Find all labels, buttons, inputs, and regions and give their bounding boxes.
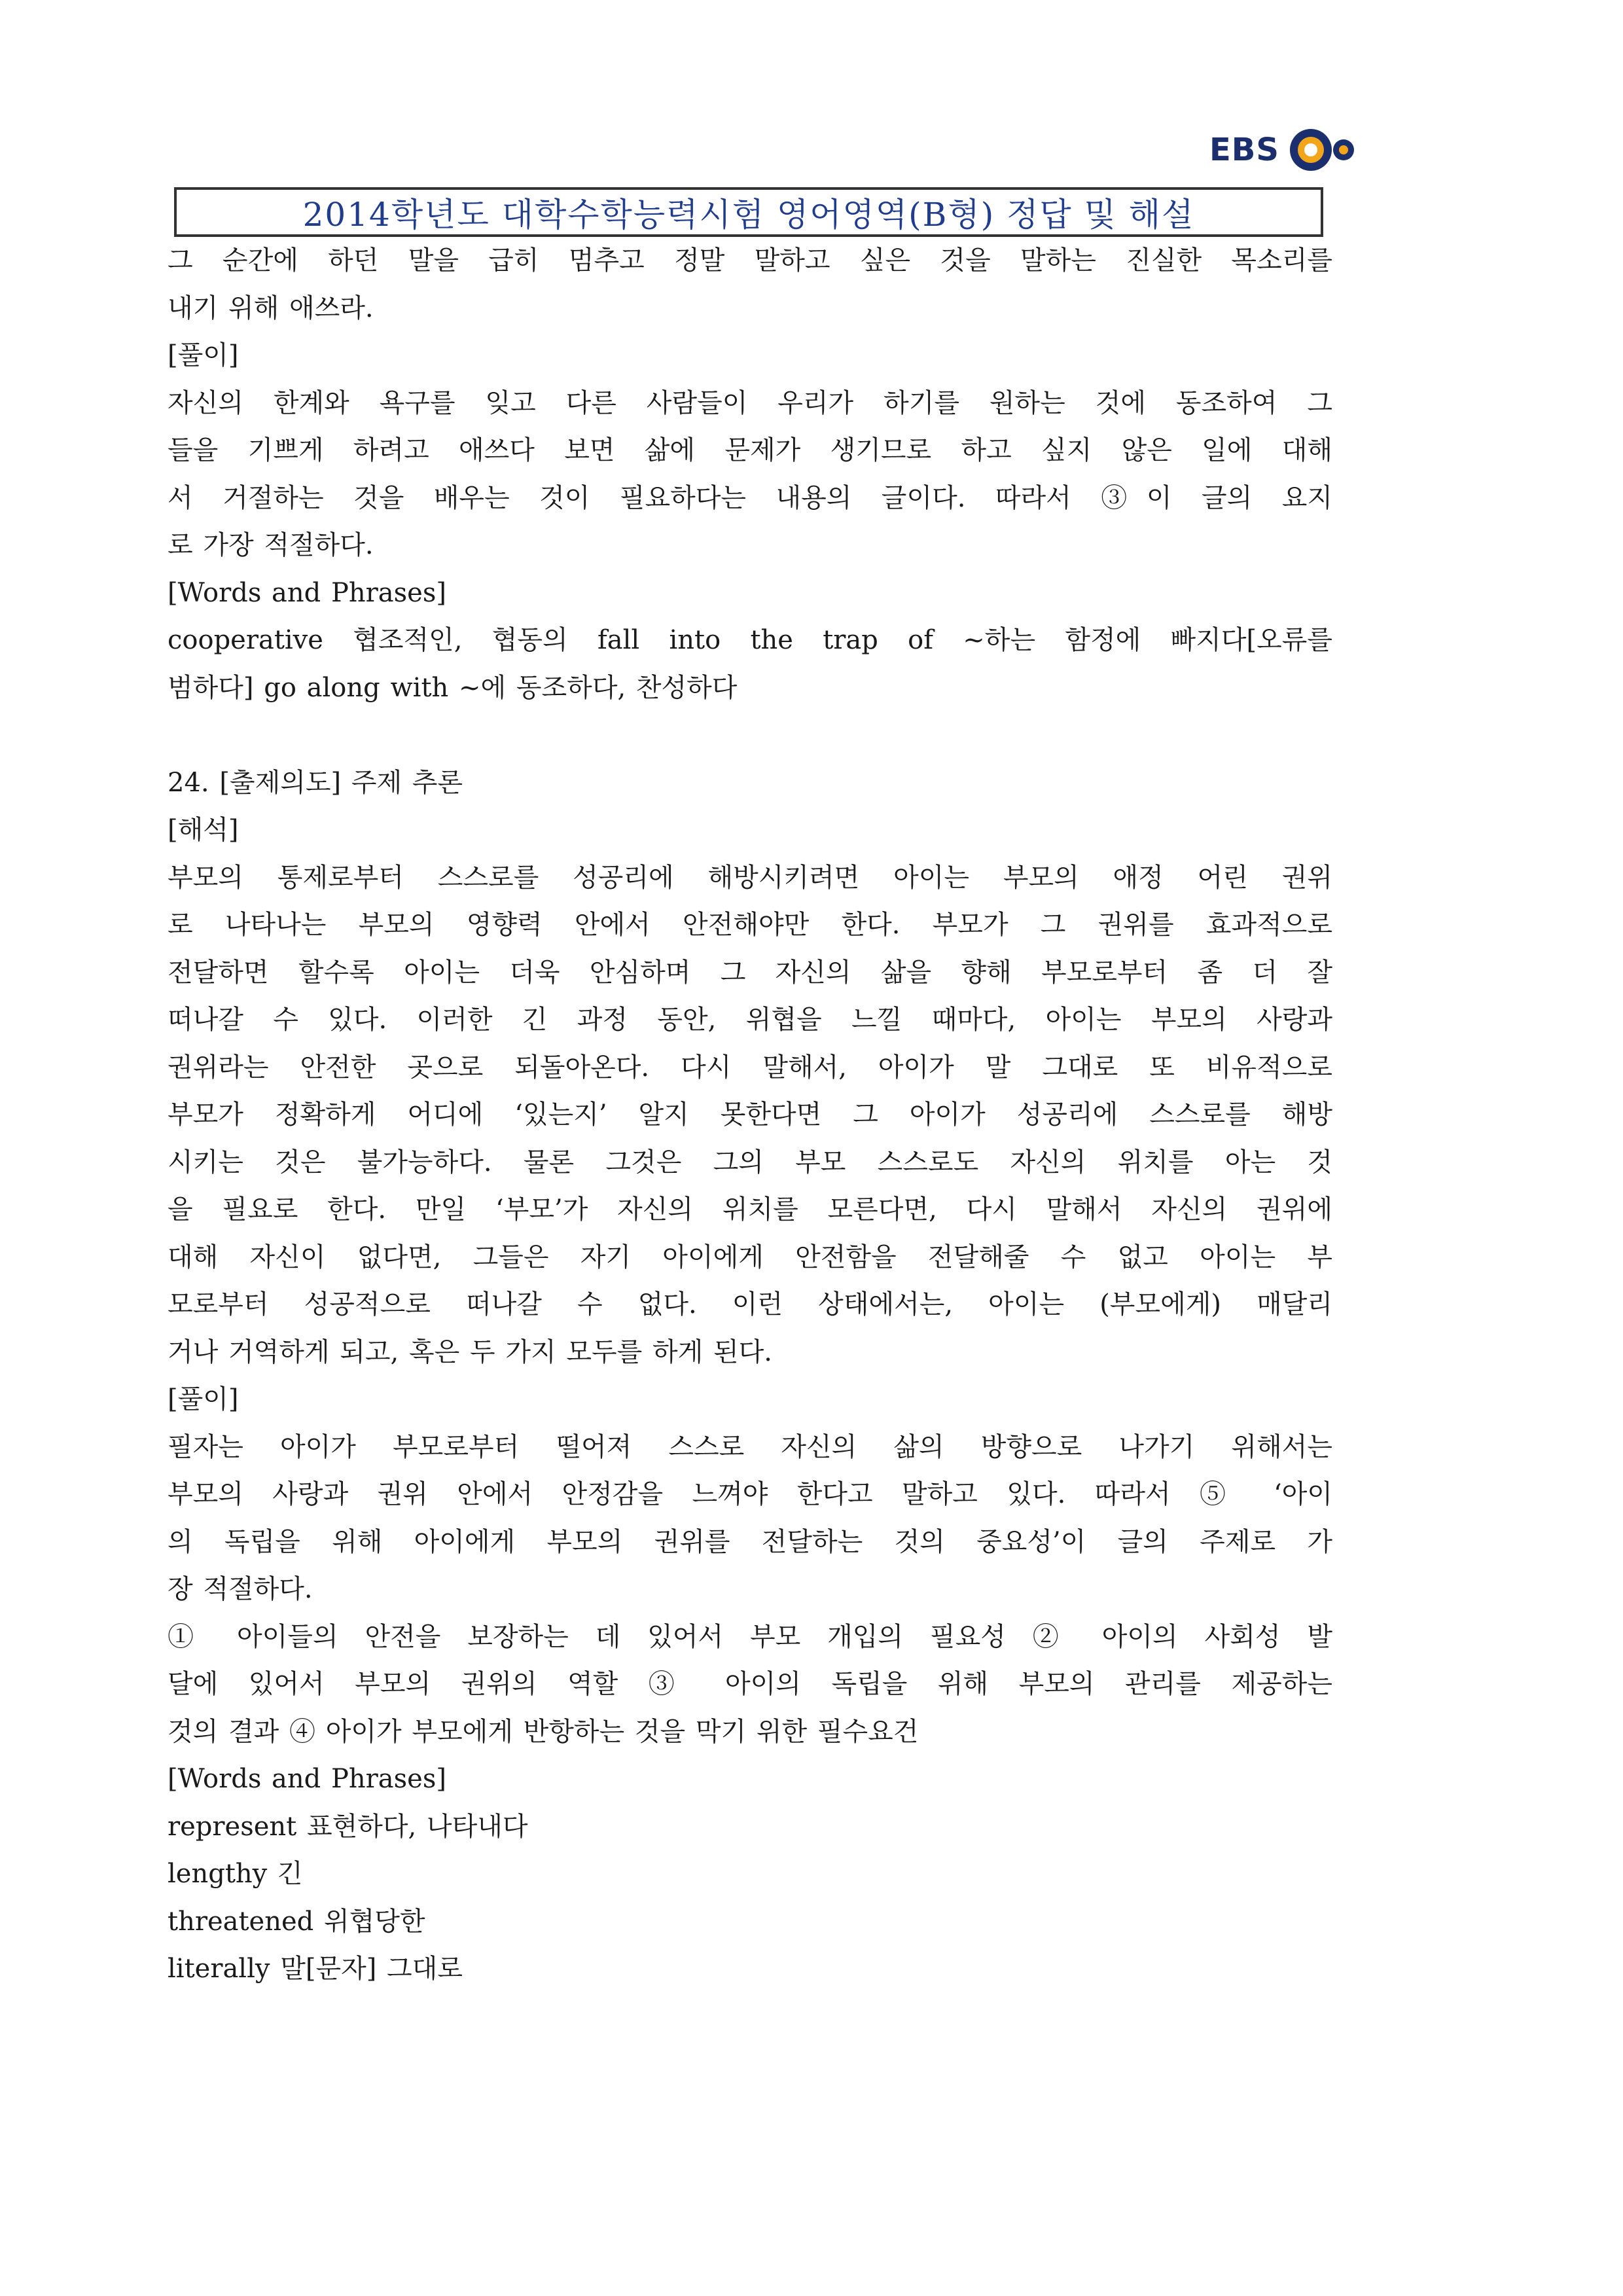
words-label: [Words and Phrases] — [168, 1764, 446, 1794]
text-line: 거나 거역하게 되고, 혹은 두 가지 모두를 하게 된다. — [168, 1336, 772, 1367]
text-line: 내기 위해 애쓰라. — [168, 293, 374, 323]
ebs-logo-mark-icon — [1289, 127, 1359, 173]
text-line: 부모의 사랑과 권위 안에서 안정감을 느껴야 한다고 말하고 있다. 따라서 ⑤ ‘아이 — [168, 1479, 1332, 1509]
document-body — [168, 237, 1332, 1993]
vocab-line: threatened 위협당한 — [168, 1906, 425, 1937]
text-line: 것의 결과 ④ 아이가 부모에게 반항하는 것을 막기 위한 필수요건 — [168, 1716, 919, 1747]
text-line: 자신의 한계와 욕구를 잊고 다른 사람들이 우리가 하기를 원하는 것에 동조하여 그 — [168, 387, 1332, 418]
logo-text: EBS — [1209, 132, 1279, 168]
section-23-words — [168, 617, 1332, 711]
text-line: 그 순간에 하던 말을 급히 멈추고 정말 말하고 싶은 것을 말하는 진실한 목소리를 — [168, 245, 1332, 276]
header-title-box — [174, 187, 1323, 237]
section-24-words — [168, 1803, 1332, 1993]
text-line: cooperative 협조적인, 협동의 fall into the trap of ~하는 함정에 빠지다[오류를 — [168, 625, 1332, 655]
text-line: 모로부터 성공적으로 떠나갈 수 없다. 이런 상태에서는, 아이는 (부모에게) 매달리 — [168, 1289, 1332, 1319]
spacer — [168, 711, 1332, 759]
pool-label: [풀이] — [168, 340, 239, 370]
text-line: 서 거절하는 것을 배우는 것이 필요하다는 내용의 글이다. 따라서 ③이 글의 요지 — [168, 482, 1332, 513]
section-23-explanation — [168, 380, 1332, 569]
question-24-heading: 24. [출제의도] 주제 추론 — [168, 767, 463, 798]
page-title: 2014학년도 대학수학능력시험 영어영역(B형) 정답 및 해설 — [302, 196, 1195, 234]
haeseok-label: [해석] — [168, 815, 239, 845]
vocab-line: lengthy 긴 — [168, 1859, 303, 1889]
text-line: 필자는 아이가 부모로부터 떨어져 스스로 자신의 삶의 방향으로 나가기 위해서는 — [168, 1431, 1332, 1462]
text-line: 대해 자신이 없다면, 그들은 자기 아이에게 안전함을 전달해줄 수 없고 아이는 부 — [168, 1242, 1332, 1272]
text-line: ① 아이들의 안전을 보장하는 데 있어서 부모 개입의 필요성 ② 아이의 사회성 발 — [168, 1621, 1332, 1652]
text-line: 장 적절하다. — [168, 1574, 313, 1604]
text-line: 떠나갈 수 있다. 이러한 긴 과정 동안, 위협을 느낄 때마다, 아이는 부모의 사랑과 — [168, 1005, 1332, 1035]
text-line: 범하다] go along with ~에 동조하다, 찬성하다 — [168, 672, 738, 703]
words-label: [Words and Phrases] — [168, 577, 446, 608]
text-line: 들을 기쁘게 하려고 애쓰다 보면 삶에 문제가 생기므로 하고 싶지 않은 일에 대해 — [168, 435, 1332, 465]
text-line: 부모의 통제로부터 스스로를 성공리에 해방시키려면 아이는 부모의 애정 어린 권위 — [168, 862, 1332, 893]
ebs-logo — [1209, 127, 1359, 173]
pool-label: [풀이] — [168, 1384, 239, 1414]
section-24-explanation — [168, 1424, 1332, 1613]
text-line: 로 나타나는 부모의 영향력 안에서 안전해야만 한다. 부모가 그 권위를 효과적으로 — [168, 910, 1332, 940]
section-24-options — [168, 1613, 1332, 1756]
text-line: 부모가 정확하게 어디에 ‘있는지’ 알지 못한다면 그 아이가 성공리에 스스로를 해방 — [168, 1100, 1332, 1130]
text-line: 시키는 것은 불가능하다. 물론 그것은 그의 부모 스스로도 자신의 위치를 아는 것 — [168, 1147, 1332, 1177]
text-line: 달에 있어서 부모의 권위의 역할 ③ 아이의 독립을 위해 부모의 관리를 제공하는 — [168, 1669, 1332, 1699]
text-line: 전달하면 할수록 아이는 더욱 안심하며 그 자신의 삶을 향해 부모로부터 좀 더 잘 — [168, 957, 1332, 988]
text-line: 로 가장 적절하다. — [168, 530, 374, 560]
vocab-line: literally 말[문자] 그대로 — [168, 1954, 463, 1984]
section-23-tail — [168, 237, 1332, 332]
text-line: 의 독립을 위해 아이에게 부모의 권위를 전달하는 것의 중요성’이 글의 주제로 가 — [168, 1526, 1332, 1557]
text-line: 을 필요로 한다. 만일 ‘부모’가 자신의 위치를 모른다면, 다시 말해서 자신의 권위에 — [168, 1194, 1332, 1225]
text-line: 권위라는 안전한 곳으로 되돌아온다. 다시 말해서, 아이가 말 그대로 또 비유적으로 — [168, 1052, 1332, 1083]
section-24-translation — [168, 854, 1332, 1376]
vocab-line: represent 표현하다, 나타내다 — [168, 1811, 528, 1842]
